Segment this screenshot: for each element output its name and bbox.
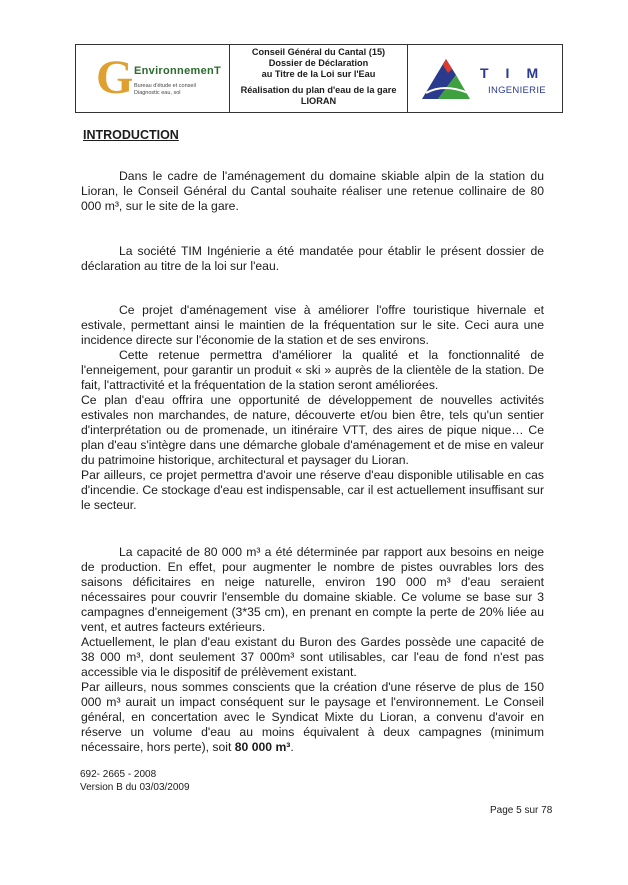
paragraph-4: Cette retenue permettra d'améliorer la qualité et la fonctionnalité de l'enneigement, pour garantir un produit « ski » auprès de la clientèle de la station. De fait, l'attractivité et la fréquentation de la station seront améliorées.	[81, 348, 544, 392]
paragraph-2: La société TIM Ingénierie a été mandatée pour établir le présent dossier de déclaration au titre de la loi sur l'eau.	[81, 244, 544, 273]
g-environnement-logo	[76, 45, 230, 112]
header-line-1: Conseil Général du Cantal (15)	[251, 47, 386, 57]
paragraph-5: Ce plan d'eau offrira une opportunité de développement de nouvelles activités estivales non marchandes, de nature, découverte et/ou bien être, tels qu'un sentier d'interprétation ou de promenade, un itinéraire VTT, des aires de pique nique… Ce plan d'eau s'intègre dans une démarche globale d'aménagement et de mise en valeur du patrimoine historique, architectural et paysager du Lioran.	[81, 393, 544, 467]
section-title: INTRODUCTION	[83, 128, 179, 142]
tim-ingenierie-logo	[408, 45, 562, 112]
logo-subtitle: Bureau d'étude et conseil Diagnostic eau, sol	[134, 83, 196, 96]
paragraph-7: La capacité de 80 000 m³ a été déterminée par rapport aux besoins en neige de production. En effet, pour augmenter le nombre de pistes ouvrables lors des saisons déficitaires en neige naturelle, environ 190 000 m³ d'eau seraient nécessaires pour couvrir l'ensemble du domaine skiable. Ce volume se base sur 3 campagnes d'enneigement (3*35 cm), en prenant en compte la perte de 20% liée au vent, et autres facteurs extérieurs.	[81, 545, 544, 634]
header-line-3: au Titre de la Loi sur l'Eau	[261, 69, 376, 79]
paragraph-8: Actuellement, le plan d'eau existant du Buron des Gardes possède une capacité de 38 000 m³, dont seulement 37 000m³ sont utilisables, car l'eau de fond n'est pas accessible via le dispositif de prélèvement existant.	[81, 635, 544, 679]
logo-g-letter: G	[96, 51, 134, 104]
paragraph-1: Dans le cadre de l'aménagement du domaine skiable alpin de la station du Lioran, le Conseil Général du Cantal souhaite réaliser une retenue collinaire de 80 000 m³, sur le site de la gare.	[81, 169, 544, 213]
volume-highlight: 80 000 m³	[234, 740, 291, 754]
footer-reference	[80, 768, 190, 794]
paragraph-3: Ce projet d'aménagement vise à améliorer l'offre touristique hivernale et estivale, permettant ainsi le maintien de la fréquentation sur le site. Ceci aura une incidence directe sur l'économie de la station et de ses environs.	[81, 303, 544, 347]
header-line-2: Dossier de Déclaration	[268, 58, 369, 68]
tim-name: INGENIERIE	[488, 85, 546, 96]
paragraph-9: Par ailleurs, nous sommes conscients que la création d'une réserve de plus de 150 000 m³ aurait un impact conséquent sur le paysage et l'environnement. Le Conseil général, en concertation avec le Syndicat Mixte du Lioran, a convenu d'avoir en réserve un volume d'eau au moins équivalent à deux campagnes (minimum nécessaire, hors perte), soit 80 000 m³.	[81, 680, 544, 754]
document-header	[75, 44, 563, 113]
page-number: Page 5 sur 78	[490, 805, 553, 816]
tim-letters: TIM	[480, 65, 556, 81]
logo-title: EnvironnemenT	[134, 65, 222, 77]
paragraph-6: Par ailleurs, ce projet permettra d'avoir une réserve d'eau disponible utilisable en cas d'incendie. Ce stockage d'eau est indispensable, car il est actuellement insuffisant sur le secteur.	[81, 468, 544, 512]
document-version: Version B du 03/03/2009	[80, 782, 190, 793]
header-title-block	[230, 45, 408, 112]
tim-mountain-icon	[418, 53, 474, 103]
document-number: 692- 2665 - 2008	[80, 769, 157, 780]
document-body	[81, 169, 544, 755]
header-line-4: Réalisation du plan d'eau de la gare	[240, 85, 397, 95]
header-line-5: LIORAN	[300, 96, 337, 106]
